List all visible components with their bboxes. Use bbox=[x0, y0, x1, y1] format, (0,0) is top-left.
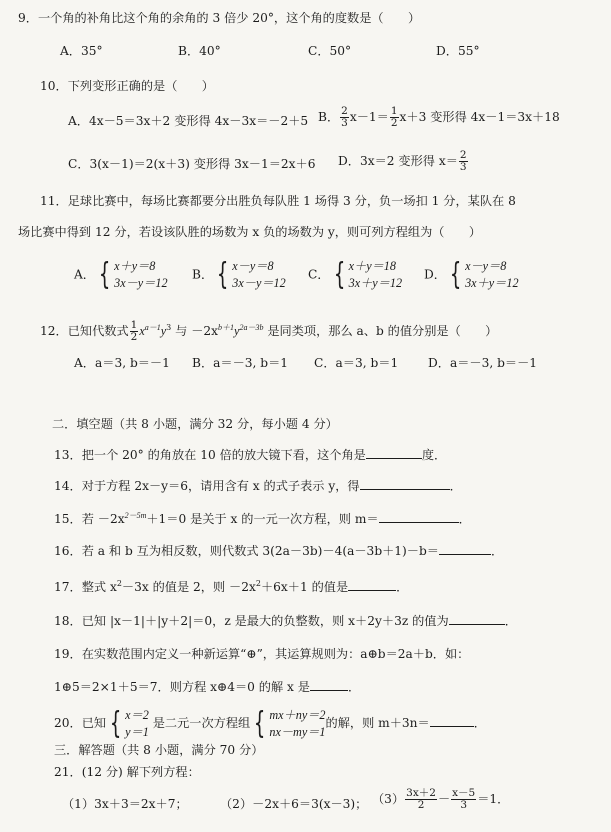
q19-line2: 1⊕5＝2×1＋5＝7．则方程 x⊕4＝0 的解 x 是 ． bbox=[54, 680, 361, 694]
q16: 16．若 a 和 b 互为相反数，则代数式 3(2a－3b)－4(a－3b＋1)－b＝ ． bbox=[54, 544, 504, 558]
q20: 20．已知 { x＝2 y＝1 是二元一次方程组 { mx＋ny＝2 nx－my＝1 的解，则 m＋3n＝ ． bbox=[54, 705, 486, 741]
q11-option-b: B． { x－y＝8 3x－y＝12 bbox=[192, 257, 286, 292]
q10-option-c: C．3(x－1)＝2(x＋3) 变形得 3x－1＝2x＋6 bbox=[68, 157, 316, 171]
q17: 17．整式 $x^2-3x$ 的值是 2，则 $-2x^2+6x+1$ 的值是 ． bbox=[54, 579, 409, 595]
q21-title: 21．(12 分) 解下列方程： bbox=[54, 765, 200, 779]
q12-option-c: C．a＝3, b＝1 bbox=[314, 356, 399, 370]
q21-part3: （3） $\frac{3x+2}{2}$ － $\frac{x-5}{3}$ ＝1． bbox=[372, 787, 510, 811]
q11-option-d: D． { x－y＝8 3x＋y＝12 bbox=[424, 257, 519, 292]
q9-stem: 9．一个角的补角比这个角的余角的 3 倍少 20°，这个角的度数是（ ） bbox=[18, 11, 421, 25]
q19-line1: 19．在实数范围内定义一种新运算“⊕”，其运算规则为：a⊕b＝2a＋b．如： bbox=[54, 647, 470, 661]
q10-stem: 10．下列变形正确的是（ ） bbox=[40, 79, 214, 93]
q10-option-b: B． $\frac{2}{3}$ x－1＝ $\frac{1}{2}$ x＋3 变形得 4x－1＝3x＋18 bbox=[318, 105, 560, 129]
q13: 13．把一个 20° 的角放在 10 倍的放大镜下看，这个角是 度． bbox=[54, 448, 447, 462]
q21-part2: （2）－2x＋6＝3(x－3)； bbox=[220, 797, 368, 811]
section-answer-heading: 三．解答题（共 8 小题，满分 70 分） bbox=[54, 743, 264, 757]
q11-option-a: A． { x＋y＝8 3x－y＝12 bbox=[74, 257, 168, 292]
q19-answer-blank[interactable] bbox=[310, 678, 348, 691]
q10-option-d: D．3x＝2 变形得 x＝ $\frac{2}{3}$ bbox=[338, 149, 467, 173]
q13-answer-blank[interactable] bbox=[366, 446, 422, 459]
q21-part1: （1）3x＋3＝2x＋7； bbox=[62, 797, 188, 811]
q12-option-b: B．a＝－3, b＝1 bbox=[192, 356, 289, 370]
q14: 14．对于方程 2x－y＝6，请用含有 x 的式子表示 y，得 ． bbox=[54, 479, 462, 493]
q11-stem-line1: 11．足球比赛中，每场比赛都要分出胜负每队胜 1 场得 3 分，负一场扣 1 分，某队在 8 bbox=[40, 194, 516, 208]
q18: 18．已知 |x－1|＋|y＋2|＝0，z 是最大的负整数，则 x＋2y＋3z 的值为 ． bbox=[54, 614, 517, 628]
q12-stem: 12．已知代数式 $\frac{1}{2}$ $x^{a-1}y^3$ 与 $-2x^{b+1}y^{2a-3b}$ 是同类项，那么 a、b 的值分别是（ ） bbox=[40, 319, 498, 344]
q11-option-c: C． { x＋y＝18 3x＋y＝12 bbox=[308, 257, 403, 292]
q16-answer-blank[interactable] bbox=[439, 542, 491, 555]
q18-answer-blank[interactable] bbox=[449, 612, 505, 625]
q12-option-a: A．a＝3, b＝－1 bbox=[74, 356, 170, 370]
q20-answer-blank[interactable] bbox=[430, 714, 474, 727]
q12-option-d: D．a＝－3, b＝－1 bbox=[428, 356, 538, 370]
q14-answer-blank[interactable] bbox=[360, 477, 450, 490]
q15-answer-blank[interactable] bbox=[379, 510, 459, 523]
q15: 15．若 $-2x^{2-5m}+1=0$ 是关于 x 的一元一次方程，则 m＝ ． bbox=[54, 511, 471, 527]
q17-answer-blank[interactable] bbox=[348, 578, 396, 591]
q9-option-c: C．50° bbox=[308, 44, 352, 58]
q10-option-a: A．4x－5＝3x＋2 变形得 4x－3x＝－2＋5 bbox=[68, 114, 309, 128]
q9-option-d: D．55° bbox=[436, 44, 480, 58]
q9-option-a: A．35° bbox=[60, 44, 103, 58]
section-fill-in-heading: 二．填空题（共 8 小题，满分 32 分，每小题 4 分） bbox=[52, 417, 338, 431]
q11-stem-line2: 场比赛中得到 12 分，若设该队胜的场数为 x 负的场数为 y，则可列方程组为（ ） bbox=[18, 225, 482, 239]
q9-option-b: B．40° bbox=[178, 44, 221, 58]
